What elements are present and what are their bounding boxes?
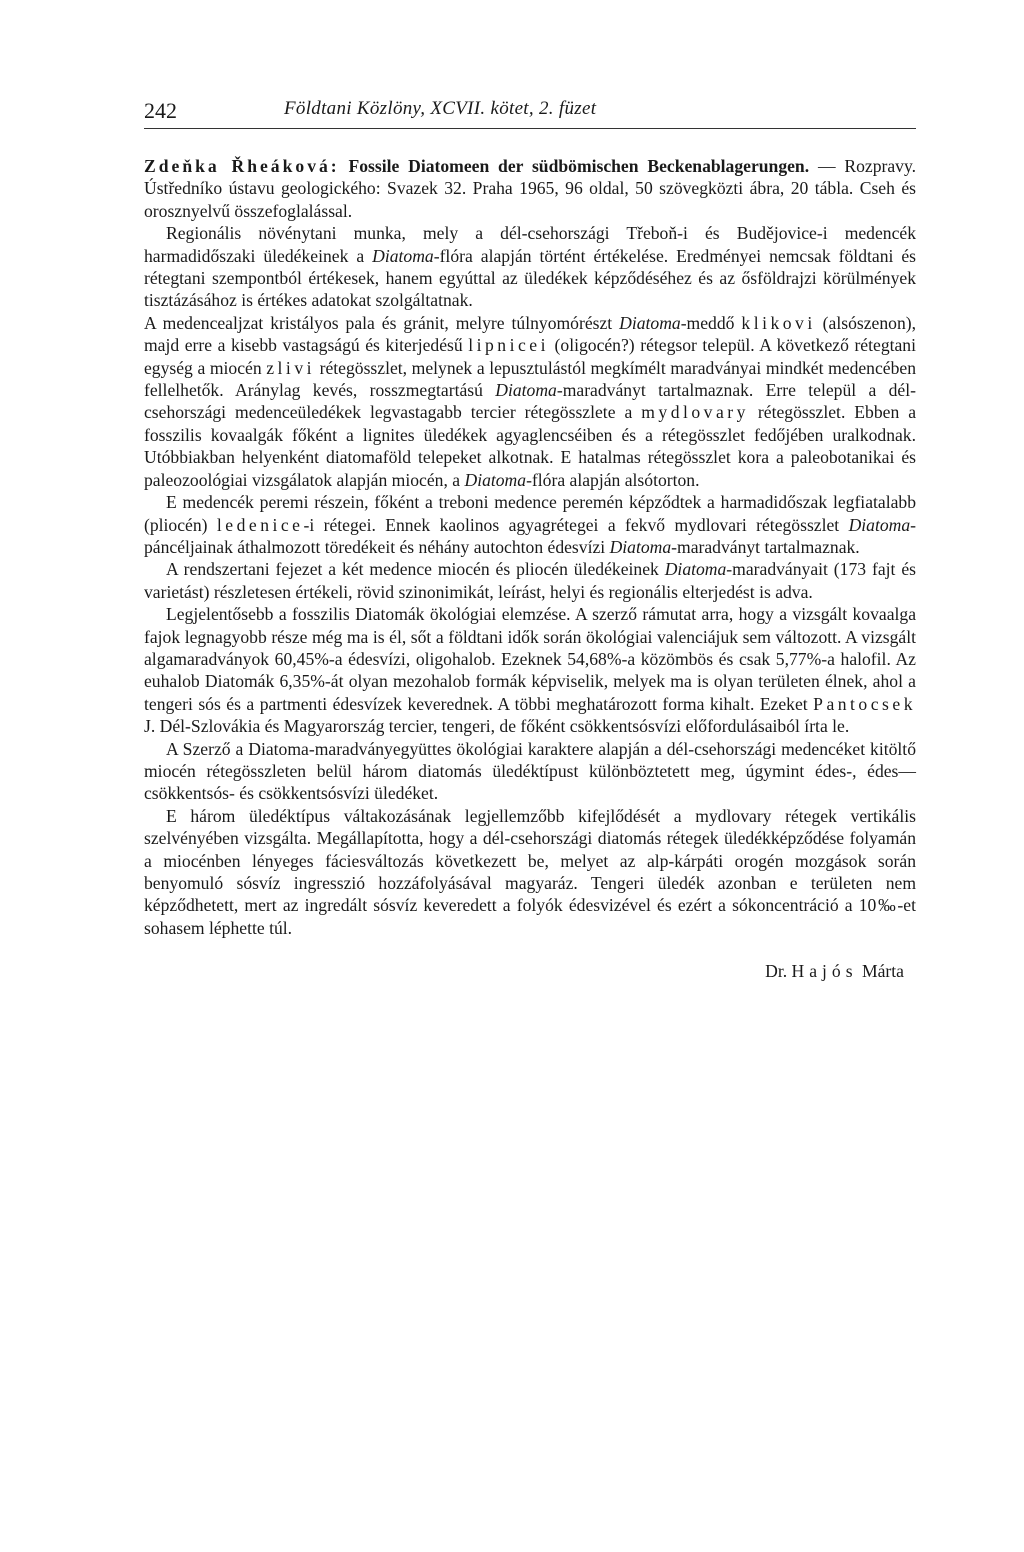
text-span: A rendszertani fejezet a két medence miocén és pliocén üledékeinek	[166, 559, 665, 580]
italic-term: Diatoma	[848, 514, 911, 535]
text-span: J. Dél-Szlovákia és Magyarország tercier, tengeri, de főként csökkentsósvízi előfordulásaiból írta le.	[144, 716, 850, 737]
paragraph-7	[144, 805, 916, 939]
text-span: -páncéljainak áthalmozott töredékeit és néhány autochton édesvízi	[144, 514, 916, 557]
review-body	[144, 155, 916, 939]
text-span: rétegösszlet. Ebben a fosszilis kovaalgák főként a lignites üledékek agyaglencséiben és a rétegösszlet fedőjében uralkodnak. Utóbbiakban helyenként diatomaföld telepeket alkotnak. E hatalmas rétegösszlet kora a paleobotanikai és paleozoológiai vizsgálatok alapján miocén, a	[144, 402, 916, 490]
text-span: -flóra alapján történt értékelése. Eredményei nemcsak földtani és rétegtani szempontból értékesek, hanem egyúttal az üledékek képződéséhez és az ősföldrajzi körülmények tisztázásához is értékes adatokat szolgáltatnak.	[144, 245, 917, 311]
paragraph-2	[144, 312, 916, 491]
text-span: A medencealjzat kristályos pala és gránit, melyre túlnyomórészt	[144, 312, 620, 333]
reviewer-signature	[144, 961, 916, 982]
text-span: -maradványt tartalmaznak.	[671, 536, 860, 557]
spaced-term: lipnicei	[468, 335, 549, 356]
citation-title: Fossile Diatomeen der südbömischen Beckenablagerungen.	[348, 156, 810, 176]
paragraph-3	[144, 491, 916, 558]
text-span: -i rétegei. Ennek kaolinos agyagrétegei a fekvő mydlovari rétegösszlet	[303, 514, 849, 535]
text-span: Regionális növénytani munka, mely a dél-csehországi Třeboň-i és Budějovice-i medencék harmadidőszaki üledékeinek a	[144, 223, 916, 266]
text-span: rétegösszlet, melynek a lepusztulástól megkímélt maradványai mindkét medencében fellelhetők. Aránylag kevés, rosszmegtartású	[144, 357, 917, 401]
signature-surname: Hajós	[791, 961, 858, 982]
spaced-term: mydlovary	[641, 402, 749, 423]
italic-term: Diatoma	[619, 312, 681, 333]
page	[144, 94, 916, 982]
citation-author: Zdeňka Řheáková:	[144, 156, 340, 176]
running-head	[144, 94, 916, 129]
paragraph-6	[144, 738, 916, 805]
spaced-term: klikovi	[741, 312, 816, 333]
italic-term: Diatoma	[372, 245, 434, 266]
text-span: -flóra alapján alsótorton.	[526, 469, 700, 490]
text-span: (oligocén?) rétegsor települ. A következő rétegtani egység a miocén	[144, 335, 916, 378]
text-span: Legjelentősebb a fosszilis Diatomák ökológiai elemzése. A szerző rámutat arra, hogy a vizsgált kovaalga fajok legnagyobb része még ma is él, sőt a földtani idők során ökológiai valenciájuk sem változott. A vizsgált algamaradványok 60,45%-a édesvízi, oligohalob. Ezeknek 54,68%-a közömbös és csak 5,77%-a halofil. Az euhalob Diatomák 6,35%-át olyan mezohalob formák képviselik, melyek ma is olyan területen élnek, ahol a tengeri sós és a partmenti édesvízek keverednek. A többi meghatározott forma kihalt. Ezeket	[144, 604, 916, 714]
paragraph-5	[144, 603, 916, 737]
text-span: E három üledéktípus váltakozásának legjellemzőbb kifejlődését a mydlovary rétegek vertikális szelvényében vizsgálta. Megállapította, hogy a dél-csehországi diatomás rétegek üledékképződése folyamán a miocénben lényeges fáciesváltozás következett be, melyet az alp-kárpáti orogén mozgások során benyomuló sósvíz ingresszió hozzáfolyásával magyaráz. Tengeri üledék azonban e területen nem képződhetett, mert az ingredált sósvíz keveredett a folyók édesvizével és ezért a sókoncentráció a 10‰-et sohasem léphette túl.	[144, 805, 916, 938]
spaced-term: zlivi	[266, 357, 316, 378]
spaced-term: Pantocsek	[813, 693, 916, 714]
citation-details: — Rozpravy. Ústředníko ústavu geologického: Svazek 32. Praha 1965, 96 oldal, 50 szövegközti ábra, 20 tábla. Cseh és orosznyelvű összefoglalással.	[144, 156, 917, 221]
signature-given-name: Márta	[857, 961, 904, 982]
journal-title: Földtani Közlöny, XCVII. kötet, 2. füzet	[284, 98, 597, 119]
italic-term: Diatoma	[664, 559, 727, 580]
paragraph-1	[144, 222, 916, 312]
spaced-term: ledenice	[216, 514, 304, 535]
italic-term: Diatoma	[464, 469, 527, 490]
text-span: -meddő	[680, 312, 742, 333]
text-span: -maradványait (173 fajt és varietást) részletesen értékeli, rövid szinonimikát, leírást, helyi és regionális elterjedést is adva.	[144, 559, 916, 602]
signature-prefix: Dr.	[765, 961, 792, 982]
text-span: A Szerző a Diatoma-maradványegyüttes ökológiai karaktere alapján a dél-csehországi medencéket kitöltő miocén rétegösszleten belül három diatomás üledéktípust különböztetett meg, úgymint édes-, édes—csökkentsós- és csökkentsósvízi üledéket.	[144, 738, 916, 804]
italic-term: Diatoma	[495, 380, 557, 401]
text-span: -maradványt tartalmaznak. Erre települ a dél-csehországi medenceüledékek legvastagabb tercier rétegösszlete a	[144, 380, 916, 423]
citation	[144, 155, 916, 222]
paragraph-4	[144, 558, 916, 603]
page-number: 242	[144, 98, 177, 123]
text-span: (alsószenon), majd erre a kisebb vastagságú és kiterjedésű	[144, 312, 916, 356]
italic-term: Diatoma	[609, 536, 672, 557]
text-span: E medencék peremi részein, főként a treboni medence peremén képződtek a harmadidőszak legfiatalabb (pliocén)	[144, 492, 916, 535]
